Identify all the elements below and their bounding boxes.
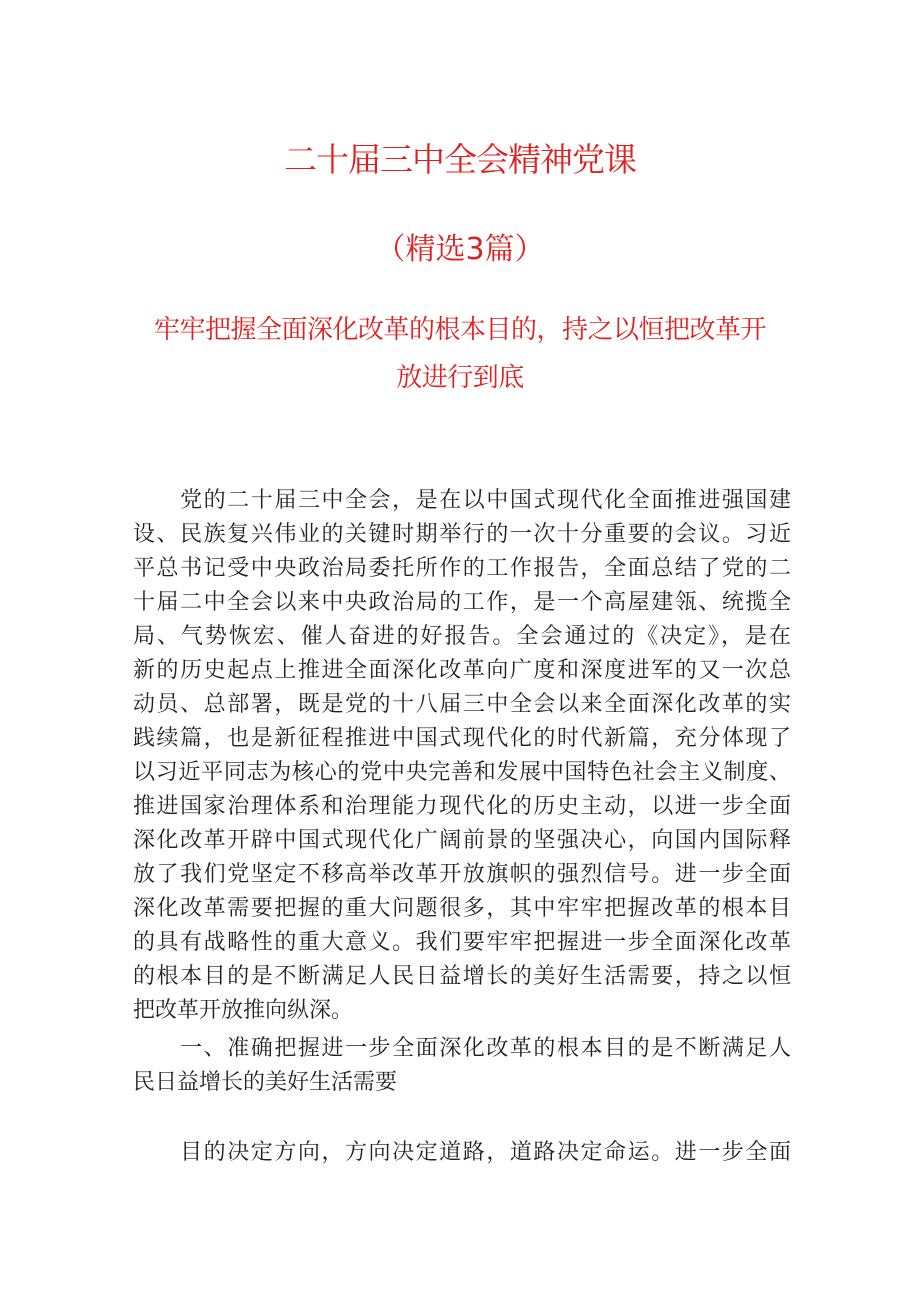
text-line: 的具有战略性的重大意义。我们要牢牢把握进一步全面深化改革 xyxy=(133,930,791,955)
text-line: 的根本目的是不断满足人民日益增长的美好生活需要，持之以恒 xyxy=(133,964,791,989)
heading-line: 一、准确把握进一步全面深化改革的根本目的是不断满足人 xyxy=(133,1036,791,1061)
text-line: 动员、总部署，既是党的十八届三中全会以来全面深化改革的实 xyxy=(133,692,791,717)
paragraph-intro xyxy=(133,484,791,1028)
sub-title: （精选3篇） xyxy=(375,232,545,267)
text-line: 局、气势恢宏、催人奋进的好报告。全会通过的《决定》，是在 xyxy=(133,624,791,649)
heading-one xyxy=(133,1032,791,1100)
paragraph-second xyxy=(133,1136,791,1170)
text-line: 深化改革开辟中国式现代化广阔前景的坚强决心，向国内国际释 xyxy=(133,828,791,853)
section-title xyxy=(0,306,920,402)
text-line: 践续篇，也是新征程推进中国式现代化的时代新篇，充分体现了 xyxy=(133,726,791,751)
text-line: 推进国家治理体系和治理能力现代化的历史主动，以进一步全面 xyxy=(133,794,791,819)
text-line: 以习近平同志为核心的党中央完善和发展中国特色社会主义制度、 xyxy=(133,760,791,785)
text-line: 放了我们党坚定不移高举改革开放旗帜的强烈信号。进一步全面 xyxy=(133,862,791,887)
heading-line: 民日益增长的美好生活需要 xyxy=(133,1070,398,1095)
main-title: 二十届三中全会精神党课 xyxy=(284,140,636,179)
text-line: 深化改革需要把握的重大问题很多，其中牢牢把握改革的根本目 xyxy=(133,896,791,921)
text-line: 把改革开放推向纵深。 xyxy=(133,998,354,1023)
text-line: 党的二十届三中全会，是在以中国式现代化全面推进强国建 xyxy=(133,488,791,513)
text-line: 新的历史起点上推进全面深化改革向广度和深度进军的又一次总 xyxy=(133,658,791,683)
section-title-line: 放进行到底 xyxy=(396,363,524,393)
text-line: 平总书记受中央政治局委托所作的工作报告，全面总结了党的二 xyxy=(133,556,791,581)
text-line: 十届二中全会以来中央政治局的工作，是一个高屋建瓴、统揽全 xyxy=(133,590,791,615)
text-line: 设、民族复兴伟业的关键时期举行的一次十分重要的会议。习近 xyxy=(133,522,791,547)
text-line: 目的决定方向，方向决定道路，道路决定命运。进一步全面 xyxy=(133,1140,791,1165)
section-title-line: 牢牢把握全面深化改革的根本目的，持之以恒把改革开 xyxy=(153,315,766,345)
